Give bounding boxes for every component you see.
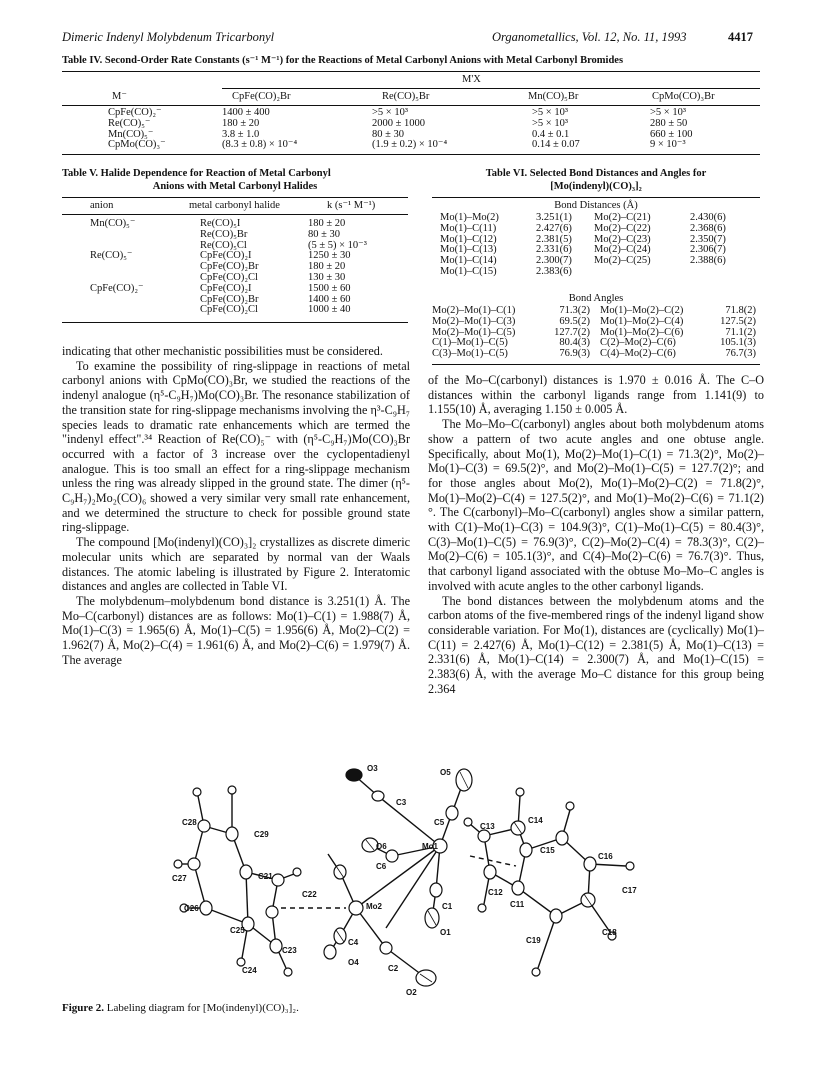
running-header-title: Dimeric Indenyl Molybdenum Tricarbonyl (62, 30, 275, 44)
table-cell: 80 ± 30 (308, 228, 341, 240)
table-cell: 80 ± 30 (372, 128, 405, 140)
table-cell: Re(CO)₅Br (200, 228, 248, 240)
table-cell: 2.381(5) (536, 233, 572, 245)
left-column-text (62, 344, 410, 667)
table-cell: Mo(1)–C(11) (440, 222, 497, 234)
table-row (432, 349, 760, 360)
table4-top-rule (62, 71, 760, 72)
table-row (90, 305, 408, 316)
table4-bottom-rule (62, 154, 760, 155)
table-cell: 1500 ± 60 (308, 282, 351, 294)
page-number: 4417 (728, 30, 753, 44)
table-cell: CpFe(CO)₂⁻ (90, 282, 144, 294)
table-cell: 0.14 ± 0.07 (532, 139, 580, 151)
table4-group-rule (222, 88, 760, 89)
atom-label: C1 (442, 902, 453, 911)
table5-header-rule (62, 214, 408, 215)
table-cell: CpFe(CO)₂Br (200, 261, 259, 273)
table-row (440, 267, 750, 278)
atom-label: O5 (440, 768, 451, 777)
paragraph: of the Mo–C(carbonyl) distances is 1.970 ± 0.016 Å. The C–O distances within the carbonyl ligands range from 1.141(9) to 1.155(10) Å, averaging 1.150 ± 0.005 Å. (428, 373, 764, 417)
table-cell: 76.9(3) (559, 348, 590, 360)
atom-label: C28 (182, 818, 197, 827)
table4-col0-header: M⁻ (112, 91, 127, 102)
table-cell: 127.7(2) (554, 326, 590, 338)
table-cell: CpFe(CO)₂I (200, 282, 252, 294)
table-cell (90, 262, 200, 273)
table-cell: 76.7(3) (725, 348, 756, 360)
table-cell: 127.5(2) (720, 315, 756, 327)
atom-label: C15 (540, 846, 555, 855)
atom-label: C16 (598, 852, 613, 861)
table-row (440, 224, 750, 235)
atom-label: C26 (184, 904, 199, 913)
table-cell: Mo(1)–Mo(2)–C(4) (600, 315, 684, 327)
table-cell: 2.331(6) (536, 244, 572, 256)
paragraph: indicating that other mechanistic possibilities must be considered. (62, 344, 383, 358)
table-cell: Mo(2)–C(24) (594, 244, 651, 256)
atom-label: C4 (348, 938, 359, 947)
table-cell: 3.8 ± 1.0 (222, 128, 260, 140)
atom-label: O6 (376, 842, 387, 851)
atom-label: C6 (376, 862, 387, 871)
table4-caption: Table IV. Second-Order Rate Constants (s⁻¹ M⁻¹) for the Reactions of Metal Carbonyl Anions with Metal Carbonyl Bromides (62, 55, 624, 66)
table-cell: Re(CO)₅Cl (200, 239, 247, 251)
table-cell: 280 ± 50 (650, 117, 688, 129)
table-cell: Mo(2)–C(25) (594, 255, 651, 267)
table5-col1-header: metal carbonyl halide (189, 200, 280, 211)
table-cell: (5 ± 5) × 10⁻³ (308, 239, 367, 251)
atom-label: Mo1 (422, 842, 438, 851)
table-cell: 1250 ± 30 (308, 250, 351, 262)
paragraph: The compound [Mo(indenyl)(CO)₃]₂ crystallizes as discrete dimeric molecular units which are separated by normal van der Waals distances. The atomic labeling is illustrated by Figure 2. Interatomic distances and angles are collected in Table VI. (62, 535, 410, 594)
table-cell: CpFe(CO)₂Br (200, 293, 259, 305)
table-cell: (1.9 ± 0.2) × 10⁻⁴ (372, 139, 448, 151)
table-row (432, 317, 760, 328)
table6-top-rule (432, 197, 760, 198)
atom-label: C23 (282, 946, 297, 955)
table-cell: Mo(2)–C(23) (594, 233, 651, 245)
atom-label: C11 (510, 900, 525, 909)
table-row (90, 219, 408, 230)
table-cell: C(2)–Mo(2)–C(6) (600, 337, 676, 349)
table-cell: 1000 ± 40 (308, 304, 351, 316)
table-cell: 1400 ± 400 (222, 107, 270, 118)
table-cell: Mo(1)–Mo(2)–C(6) (600, 326, 684, 338)
table-cell: Mo(2)–C(22) (594, 222, 651, 234)
paragraph: The bond distances between the molybdenum atoms and the carbon atoms of the five-membered rings of the indenyl ligand show considerable variation. For Mo(1), distances are (cyclically) Mo(1)–C(11) = 2.427(6) Å, Mo(1)–C(12) = 2.381(5) Å, Mo(1)–C(13) = 2.331(6) Å, Mo(1)–C(14) = 2.300(7) Å, and Mo(1)–C(15) = 2.383(6) Å, with the average Mo–C distance for this group being 2.364 (428, 593, 764, 696)
atom-label: C27 (172, 874, 187, 883)
figure-2-caption (62, 1002, 299, 1014)
table-cell: >5 × 10³ (532, 117, 568, 129)
table-cell: 2.306(7) (690, 244, 726, 256)
table-cell: >5 × 10³ (532, 107, 568, 118)
paragraph: To examine the possibility of ring-slippage in reactions of metal carbonyl anions with CpMo(CO)₃Br, we studied the reactions of the indenyl analogue (η⁵-C₉H₇)Mo(CO)₃Br. The resonance stabilization of the transition state for ring-slippage mechanisms involving the η³-C₉H₇ species leads to dramatic rate enhancements which are termed the "indenyl effect".³⁴ Reaction of Re(CO)₅⁻ with (η⁵-C₉H₇)Mo(CO)₃Br occurred with a factor of 3 increase over the cyclopentadienyl analogue. This is too small an effect for a ring-slippage mechanism unless the ring was already slipped in the ground state. The dimer (η⁵-C₉H₇)₂Mo₂(CO)₆ showed a very similar very small rate enhancement, and we determined the structure to check for possible ground state ring-slippage. (62, 358, 410, 535)
atom-label: C3 (396, 798, 407, 807)
table-cell: C(1)–Mo(1)–C(5) (432, 337, 508, 349)
table6-caption-line1: Table VI. Selected Bond Distances and Angles for (485, 168, 707, 179)
atom-label: C5 (434, 818, 445, 827)
table5-caption-line2: Anions with Metal Carbonyl Halides (152, 181, 318, 192)
table-cell: Mn(CO)₅⁻ (90, 218, 136, 229)
table-cell: Mo(2)–Mo(1)–C(3) (432, 315, 516, 327)
figure-caption-label: Figure 2. (62, 1002, 104, 1014)
atom-label: C17 (622, 886, 637, 895)
table-cell: CpMo(CO)₃⁻ (108, 139, 166, 151)
table-cell: 80.4(3) (559, 337, 590, 349)
table-cell: 2000 ± 1000 (372, 117, 426, 129)
table-cell: >5 × 10³ (650, 107, 686, 118)
table-cell: C(3)–Mo(1)–C(5) (432, 348, 508, 360)
atom-label: O4 (348, 958, 359, 967)
table-cell (90, 295, 200, 306)
table-cell (594, 267, 690, 278)
table-cell: CpFe(CO)₂Cl (200, 271, 258, 283)
table-cell: CpFe(CO)₂Cl (200, 304, 258, 316)
table5-body (90, 219, 408, 316)
table4-col3-header: Mn(CO)₅Br (528, 91, 579, 102)
table6-bottom-rule (432, 364, 760, 365)
table-cell: 2.388(6) (690, 255, 726, 267)
table-row (90, 284, 408, 295)
atom-label: C25 (230, 926, 245, 935)
table-cell: C(4)–Mo(2)–C(6) (600, 348, 676, 360)
table4-group-header: M'X (462, 74, 481, 85)
figure-2-diagram (170, 764, 670, 1000)
table-cell: 180 ± 20 (308, 261, 346, 273)
atom-label: C24 (242, 966, 257, 975)
paragraph: The Mo–Mo–C(carbonyl) angles about both molybdenum atoms show a pattern of two acute angles and one obtuse angle. Specifically, about Mo(1), Mo(2)–Mo(1)–C(1) = 71.3(2)°, Mo(2)–Mo(1)–C(3) = 69.5(2)°, and Mo(2)–Mo(1)–C(5) = 127.7(2)°; and for those angles about Mo(2), Mo(1)–Mo(2)–C(2) = 71.8(2)°, Mo(1)–Mo(2)–C(4) = 127.5(2)°, and Mo(1)–Mo(2)–C(6) = 71.1(2)°. The C(carbonyl)–Mo–C(carbonyl) angles show a similar pattern, with C(1)–Mo(1)–C(3) = 104.9(3)°, C(1)–Mo(1)–C(5) = 80.4(3)°, C(3)–Mo(1)–C(5) = 76.9(3)°, C(2)–Mo(2)–C(4) = 78.3(3)°, C(2)–Mo(2)–C(6) = 105.1(3)°, and C(4)–Mo(2)–C(6) = 76.7(3)°. Thus, that carbonyl ligand associated with the obtuse Mo–Mo–C angles is involved with acute angles to the other carbonyl ligands. (428, 417, 764, 593)
table-cell: Mn(CO)₅⁻ (108, 128, 154, 140)
table6-angles-title: Bond Angles (568, 293, 624, 304)
atom-label: C13 (480, 822, 495, 831)
table6-caption-line2: [Mo(indenyl)(CO)₃]₂ (550, 181, 642, 192)
table-row (62, 119, 750, 130)
table-cell: 69.5(2) (559, 315, 590, 327)
table-cell: 2.430(6) (690, 212, 726, 223)
table-cell: Re(CO)₅I (200, 218, 241, 229)
table5-caption-line1: Table V. Halide Dependence for Reaction of Metal Carbonyl (62, 168, 331, 179)
table-cell: 9 × 10⁻³ (650, 139, 686, 151)
figure-caption-text: Labeling diagram for [Mo(indenyl)(CO)₃]₂. (106, 1002, 299, 1014)
atom-label: Mo2 (366, 902, 382, 911)
atom-label: C18 (602, 928, 617, 937)
right-column-text (428, 373, 764, 696)
table-cell: Mo(1)–C(15) (440, 265, 497, 277)
table4-header-rule (62, 105, 760, 106)
atom-label: C12 (488, 888, 503, 897)
table-cell: Mo(1)–C(13) (440, 244, 497, 256)
table-cell: Mo(1)–C(14) (440, 255, 497, 267)
table-cell: 2.368(6) (690, 222, 726, 234)
table-cell: CpFe(CO)₂I (200, 250, 252, 262)
atom-label: O2 (406, 988, 417, 997)
table-cell: Mo(1)–C(12) (440, 233, 497, 245)
table-cell: 130 ± 30 (308, 271, 346, 283)
table-cell: (8.3 ± 0.8) × 10⁻⁴ (222, 139, 298, 151)
table-cell: >5 × 10³ (372, 107, 408, 118)
table-cell: 2.300(7) (536, 255, 572, 267)
table-cell: Mo(2)–Mo(1)–C(5) (432, 326, 516, 338)
table5-bottom-rule (62, 322, 408, 323)
table5-top-rule (62, 197, 408, 198)
table-cell: 0.4 ± 0.1 (532, 128, 570, 140)
table4-col2-header: Re(CO)₅Br (382, 91, 430, 102)
table-cell (90, 230, 200, 241)
table-cell: Mo(1)–Mo(2) (440, 212, 499, 223)
table5-col2-header: k (s⁻¹ M⁻¹) (327, 200, 376, 211)
table-cell: 180 ± 20 (222, 117, 260, 129)
table-cell: 2.350(7) (690, 233, 726, 245)
table-cell: CpFe(CO)₂⁻ (108, 107, 162, 118)
table6-distances (440, 213, 750, 278)
atom-label: C22 (302, 890, 317, 899)
table4-col4-header: CpMo(CO)₃Br (652, 91, 715, 102)
table-row (62, 140, 750, 151)
atom-label: C21 (258, 872, 273, 881)
atom-label: C19 (526, 936, 541, 945)
table-cell: 1400 ± 60 (308, 293, 351, 305)
atom-label: C2 (388, 964, 399, 973)
atom-label: C29 (254, 830, 269, 839)
table6-distances-title: Bond Distances (Å) (554, 200, 638, 211)
table-cell: 105.1(3) (720, 337, 756, 349)
table-cell: 3.251(1) (536, 212, 572, 223)
atom-label: O1 (440, 928, 451, 937)
table-cell: 71.1(2) (725, 326, 756, 338)
atom-label: O3 (367, 764, 378, 773)
table4-col1-header: CpFe(CO)₂Br (232, 91, 291, 102)
running-header-journal: Organometallics, Vol. 12, No. 11, 1993 (492, 30, 687, 44)
table-cell: 2.383(6) (536, 265, 572, 277)
table-cell: 2.427(6) (536, 222, 572, 234)
table-cell: 71.3(2) (559, 305, 590, 316)
table-cell (90, 305, 200, 316)
atom-label: C14 (528, 816, 543, 825)
table-cell: Mo(1)–Mo(2)–C(2) (600, 305, 684, 316)
paragraph: The molybdenum–molybdenum bond distance is 3.251(1) Å. The Mo–C(carbonyl) distances are as follows: Mo(1)–C(1) = 1.988(7) Å, Mo(1)–C(3) = 1.965(6) Å, Mo(1)–C(5) = 1.956(6) Å, Mo(2)–C(2) = 1.962(7) Å, Mo(2)–C(4) = 1.961(6) Å, and Mo(2)–C(6) = 1.979(7) Å. The average (62, 593, 410, 667)
table4-body (62, 108, 750, 151)
atom-o3 (346, 769, 362, 781)
table-row (90, 230, 408, 241)
table-cell: Mo(2)–C(21) (594, 212, 651, 223)
table5-col0-header: anion (90, 200, 114, 211)
table-cell: 180 ± 20 (308, 218, 346, 229)
table6-angles (432, 306, 760, 360)
table-cell: Mo(2)–Mo(1)–C(1) (432, 305, 516, 316)
table-cell: 71.8(2) (725, 305, 756, 316)
table-cell (690, 267, 750, 278)
table-cell: Re(CO)₅⁻ (108, 117, 151, 129)
table-cell: Re(CO)₅⁻ (90, 250, 133, 262)
table-cell: 660 ± 100 (650, 128, 693, 140)
